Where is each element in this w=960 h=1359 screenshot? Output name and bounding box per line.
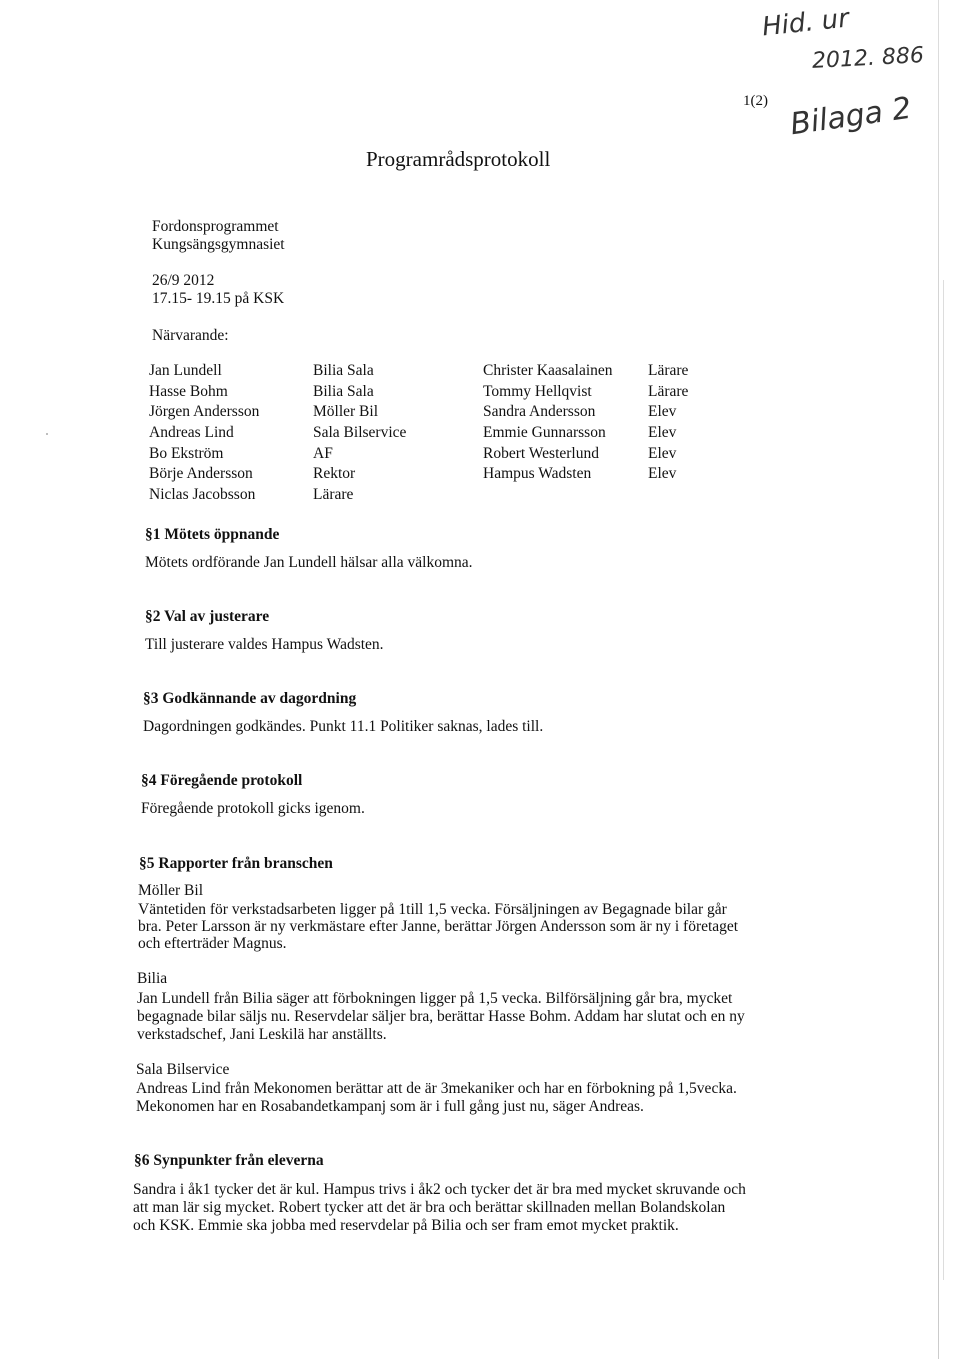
report-text: Andreas Lind från Mekonomen berättar att de är 3mekaniker och har en förbokning på 1,5vecka. (136, 1080, 737, 1097)
attendees-names-col1 (149, 362, 259, 507)
section-text: Sandra i åk1 tycker det är kul. Hampus trivs i åk2 och tycker det är bra med mycket skruvande och (133, 1181, 746, 1198)
section-heading: §4 Föregående protokoll (141, 772, 303, 789)
report-company: Bilia (137, 970, 168, 987)
attendee-role: Rektor (313, 465, 356, 483)
report-text: Väntetiden för verkstadsarbeten ligger på 1till 1,5 vecka. Försäljningen av Begagnade bilar går (138, 901, 727, 918)
attendee-name: Tommy Hellqvist (483, 382, 592, 400)
present-label: Närvarande: (152, 327, 229, 344)
attendee-role: Lärare (648, 382, 689, 400)
section-heading: §2 Val av justerare (145, 608, 270, 625)
attendee-name: Bo Ekström (149, 444, 224, 462)
program-name: Fordonsprogrammet (152, 218, 279, 235)
attendee-name: Christer Kaasalainen (483, 362, 613, 379)
attendees-roles-col4 (648, 362, 688, 486)
meeting-time-place: 17.15- 19.15 på KSK (152, 290, 285, 307)
handwritten-annotation-line1: Hid. ur (760, 3, 851, 43)
attendee-name: Niclas Jacobsson (149, 486, 256, 504)
attendee-role: AF (313, 444, 333, 462)
attendee-role: Bilia Sala (313, 362, 374, 379)
attendee-role: Möller Bil (313, 403, 379, 421)
attendee-name: Hasse Bohm (149, 382, 228, 400)
attendee-role: Bilia Sala (313, 382, 374, 400)
attendee-role: Lärare (313, 486, 354, 504)
attendee-role: Lärare (648, 362, 689, 379)
attendees-names-col3 (483, 362, 613, 486)
section-heading: §5 Rapporter från branschen (139, 855, 333, 872)
attendee-name: Jörgen Andersson (149, 403, 260, 421)
section-text: Till justerare valdes Hampus Wadsten. (145, 636, 384, 653)
section-text: Dagordningen godkändes. Punkt 11.1 Politiker saknas, lades till. (143, 718, 544, 735)
attendee-name: Börje Andersson (149, 465, 253, 483)
section-text: att man lär sig mycket. Robert tycker att det är bra och berättar skillnaden mellan Bolandskolan (133, 1199, 726, 1216)
attendee-role: Elev (648, 403, 677, 421)
attendee-name: Sandra Andersson (483, 403, 596, 421)
scan-speck (46, 433, 48, 435)
attendee-name: Jan Lundell (149, 362, 222, 379)
page-number: 1(2) (743, 93, 768, 109)
attendee-role: Sala Bilservice (313, 424, 407, 442)
report-text: Mekonomen har en Rosabandetkampanj som är i full gång just nu, säger Andreas. (136, 1098, 644, 1115)
section-text: och KSK. Emmie ska jobba med reservdelar på Bilia och ser fram emot mycket praktik. (133, 1217, 679, 1234)
scan-edge-line (938, 0, 939, 1359)
section-text: Föregående protokoll gicks igenom. (141, 800, 365, 817)
report-company: Möller Bil (138, 882, 204, 899)
attendee-role: Elev (648, 424, 677, 442)
report-company: Sala Bilservice (136, 1061, 230, 1078)
section-text: Mötets ordförande Jan Lundell hälsar alla välkomna. (145, 554, 473, 571)
attendee-role: Elev (648, 444, 677, 462)
attendee-name: Hampus Wadsten (483, 465, 592, 483)
handwritten-annotation-line3: Bilaga 2 (788, 90, 914, 143)
section-heading: §1 Mötets öppnande (145, 526, 280, 543)
attendees-roles-col2 (313, 362, 406, 507)
report-text: verkstadschef, Jani Leskilä har anställts. (137, 1026, 387, 1043)
attendee-role: Elev (648, 465, 677, 483)
report-text: och efterträder Magnus. (138, 935, 287, 952)
report-text: Jan Lundell från Bilia säger att förbokningen ligger på 1,5 vecka. Bilförsäljning går bra, mycket (137, 990, 733, 1007)
page-title: Programrådsprotokoll (366, 147, 551, 171)
meeting-date: 26/9 2012 (152, 272, 215, 289)
scan-edge-line (943, 280, 944, 1280)
school-name: Kungsängsgymnasiet (152, 236, 285, 253)
report-text: bra. Peter Larsson är ny verkmästare efter Janne, berättar Jörgen Andersson som är ny i företaget (138, 918, 739, 935)
attendee-name: Andreas Lind (149, 424, 234, 442)
section-heading: §3 Godkännande av dagordning (143, 690, 357, 707)
attendee-name: Emmie Gunnarsson (483, 424, 606, 442)
handwritten-annotation-line2: 2012. 886 (811, 43, 925, 74)
attendee-name: Robert Westerlund (483, 444, 599, 462)
report-text: begagnade bilar säljs nu. Reservdelar säljer bra, berättar Hasse Bohm. Addam har slutat och en ny (137, 1008, 745, 1025)
section-heading: §6 Synpunkter från eleverna (134, 1152, 324, 1169)
